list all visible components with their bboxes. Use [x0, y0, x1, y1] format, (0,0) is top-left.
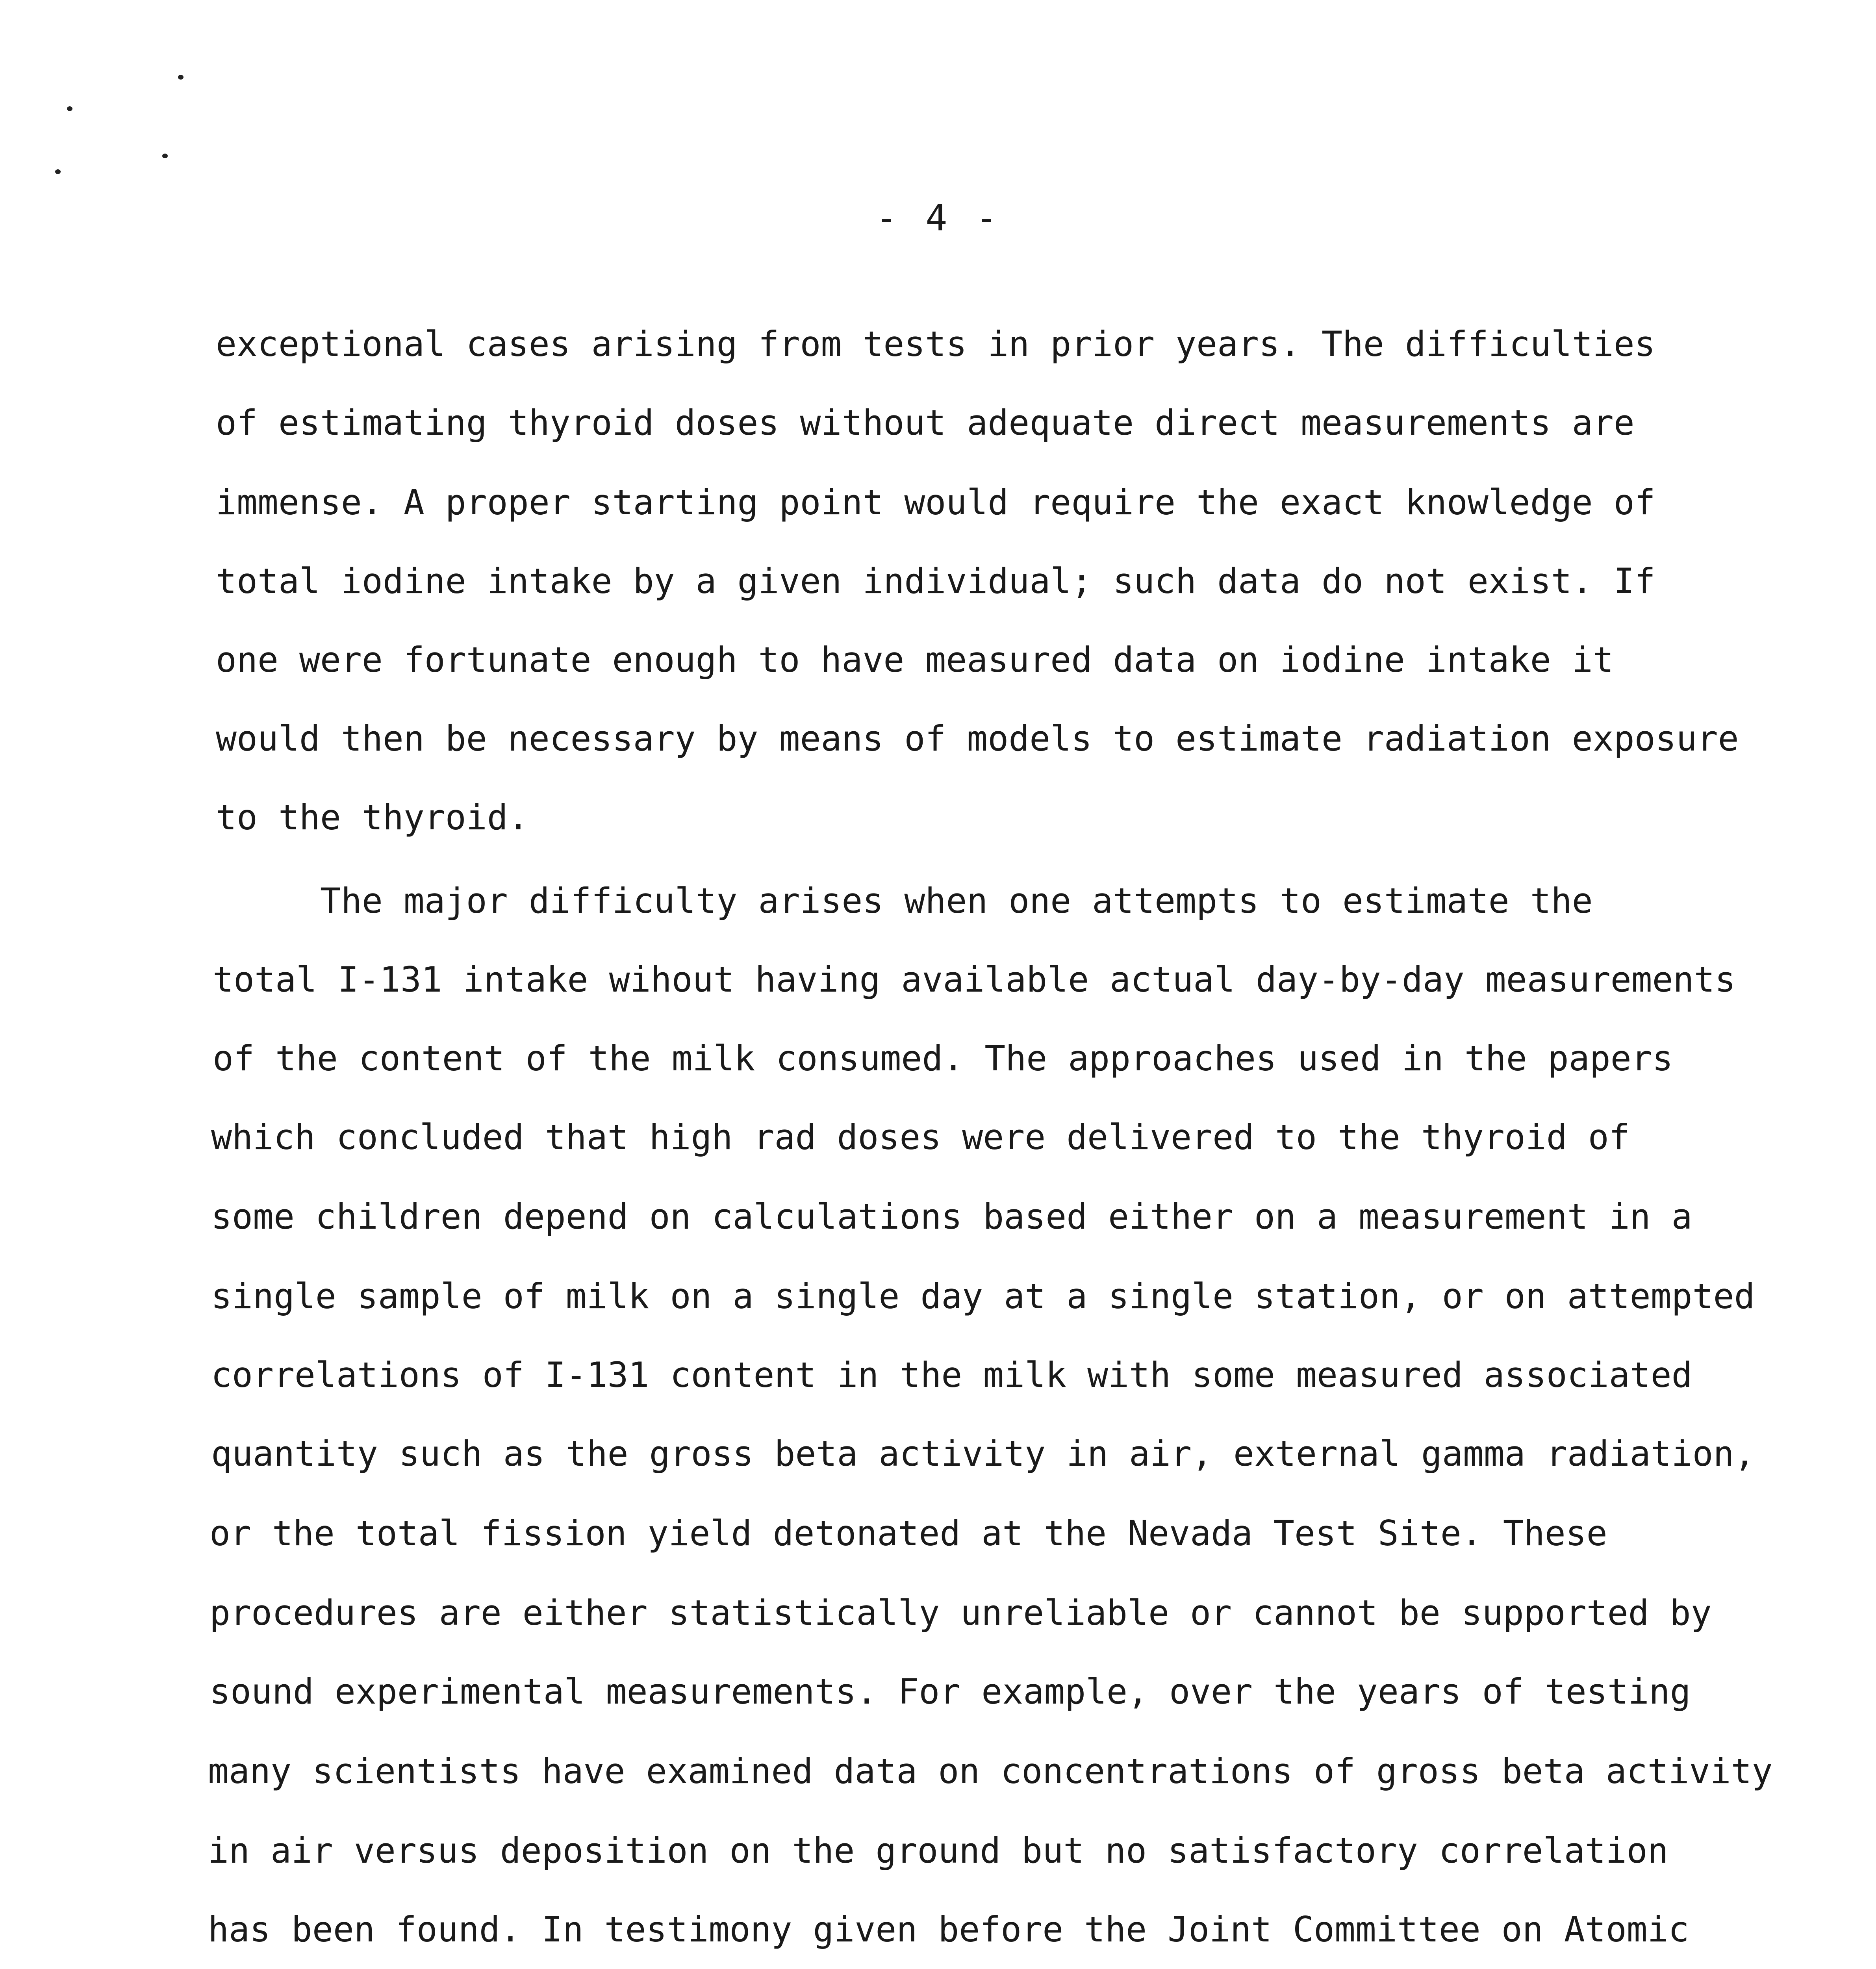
text-line: quantity such as the gross beta activity in air, external gamma radiation, — [211, 1433, 1755, 1474]
page-number: - 4 - — [875, 197, 1001, 239]
text-line: The major difficulty arises when one attempts to estimate the — [216, 881, 1593, 921]
text-line: has been found. In testimony given before the Joint Committee on Atomic — [208, 1909, 1689, 1950]
text-line: of estimating thyroid doses without adequate direct measurements are — [216, 402, 1635, 443]
text-line: of the content of the milk consumed. The approaches used in the papers — [213, 1038, 1673, 1079]
text-line: sound experimental measurements. For example, over the years of testing — [209, 1671, 1691, 1712]
margin-speck — [55, 169, 61, 174]
text-line: in air versus deposition on the ground but no satisfactory correlation — [208, 1830, 1668, 1871]
text-line: exceptional cases arising from tests in prior years. The difficulties — [216, 324, 1655, 364]
margin-speck — [162, 154, 168, 158]
text-line: immense. A proper starting point would require the exact knowledge of — [216, 482, 1655, 523]
margin-speck — [67, 106, 72, 111]
text-line: some children depend on calculations based either on a measurement in a — [211, 1196, 1692, 1237]
text-line: which concluded that high rad doses were delivered to the thyroid of — [211, 1117, 1630, 1157]
text-line: many scientists have examined data on concentrations of gross beta activity — [208, 1751, 1773, 1791]
margin-speck — [178, 75, 184, 80]
text-line: total I-131 intake wihout having available actual day-by-day measurements — [213, 959, 1736, 1000]
text-line: would then be necessary by means of models to estimate radiation exposure — [216, 718, 1739, 759]
text-line: procedures are either statistically unreliable or cannot be supported by — [209, 1593, 1712, 1633]
text-line: or the total fission yield detonated at the Nevada Test Site. These — [209, 1513, 1607, 1554]
text-line: single sample of milk on a single day at a single station, or on attempted — [211, 1276, 1755, 1316]
text-line: to the thyroid. — [216, 797, 529, 838]
text-line: correlations of I-131 content in the milk with some measured associated — [211, 1355, 1692, 1395]
text-line: one were fortunate enough to have measured data on iodine intake it — [216, 640, 1614, 680]
text-line: total iodine intake by a given individual; such data do not exist. If — [216, 561, 1655, 601]
